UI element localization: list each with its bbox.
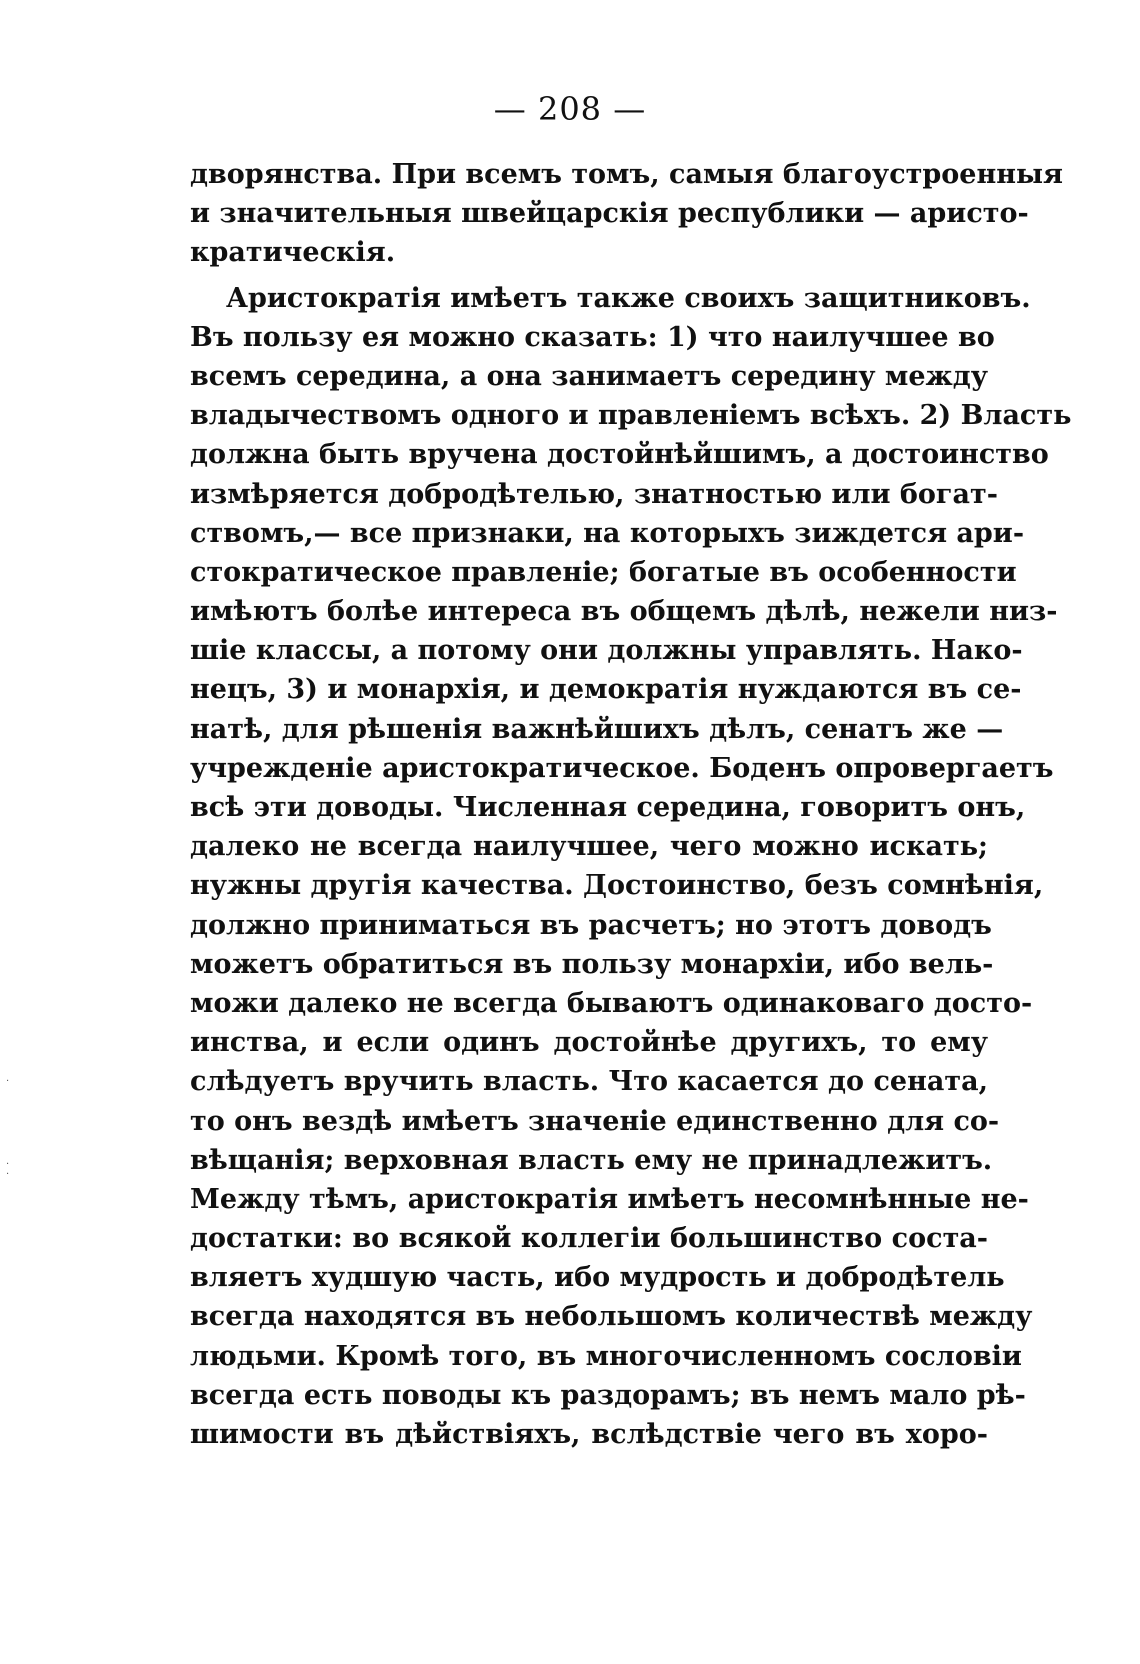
- text-line: достатки: во всякой коллегіи большинство соста-: [190, 1223, 988, 1255]
- text-line: шимости въ дѣйствіяхъ, вслѣдствіе чего въ хоро-: [190, 1419, 988, 1450]
- text-line: Между тѣмъ, аристократія имѣетъ несомнѣнные не-: [190, 1183, 1029, 1215]
- text-line: то онъ вездѣ имѣетъ значеніе единственно для со-: [190, 1105, 1000, 1137]
- text-line: всегда находятся въ небольшомъ количествѣ между: [190, 1301, 1033, 1333]
- text-line: вляетъ худшую часть, ибо мудрость и добродѣтель: [190, 1262, 1005, 1294]
- text-line: должно приниматься въ расчетъ; но этотъ доводъ: [190, 909, 992, 941]
- text-line: можи далеко не всегда бываютъ одинаковаго досто-: [190, 987, 1033, 1019]
- margin-speck: ·: [6, 1169, 10, 1180]
- body-text: [190, 155, 1072, 1454]
- text-line: далеко не всегда наилучшее, чего можно искать;: [190, 831, 988, 863]
- text-line: всемъ середина, а она занимаетъ середину между: [190, 360, 989, 392]
- text-line: Аристократія имѣетъ также своихъ защитниковъ.: [226, 282, 1031, 314]
- text-line: владычествомъ одного и правленіемъ всѣхъ. 2) Власть: [190, 400, 1072, 432]
- text-line: измѣряется добродѣтелью, знатностью или богат-: [190, 478, 998, 510]
- text-line: должна быть вручена достойнѣйшимъ, а достоинство: [190, 439, 1049, 471]
- text-line: ствомъ,— все признаки, на которыхъ зиждется ари-: [190, 517, 1025, 549]
- text-line: вѣщанія; верховная власть ему не принадлежитъ.: [190, 1144, 993, 1176]
- text-line: шіе классы, а потому они должны управлять. Нако-: [190, 635, 1023, 667]
- text-line: всегда есть поводы къ раздорамъ; въ немъ мало рѣ-: [190, 1379, 1026, 1411]
- text-line: имѣютъ болѣе интереса въ общемъ дѣлѣ, нежели низ-: [190, 596, 1058, 628]
- text-line: людьми. Кромѣ того, въ многочисленномъ сословіи: [190, 1340, 1022, 1372]
- margin-speck: ·: [6, 1159, 10, 1170]
- text-line: учрежденіе аристократическое. Боденъ опровергаетъ: [190, 752, 1054, 784]
- text-line: слѣдуетъ вручить власть. Что касается до сената,: [190, 1066, 988, 1098]
- text-line: натѣ, для рѣшенія важнѣйшихъ дѣлъ, сенатъ же —: [190, 713, 1004, 745]
- text-line: можетъ обратиться въ пользу монархіи, ибо вель-: [190, 948, 994, 980]
- text-line: всѣ эти доводы. Численная середина, говоритъ онъ,: [190, 792, 1026, 823]
- text-line: инства, и если одинъ достойнѣе другихъ, то ему: [190, 1027, 988, 1059]
- text-line: дворянства. При всемъ томъ, самыя благоустроенныя: [190, 159, 1063, 190]
- text-line: нужны другія качества. Достоинство, безъ сомнѣнія,: [190, 870, 1044, 902]
- text-line: стократическое правленіе; богатые въ особенности: [190, 556, 1017, 588]
- text-line: кратическія.: [190, 237, 396, 269]
- text-line: и значительныя швейцарскія республики — аристо-: [190, 198, 1029, 230]
- page-number: — 208 —: [493, 90, 647, 128]
- text-line: Въ пользу ея можно сказать: 1) что наилучшее во: [190, 321, 995, 353]
- text-line: нецъ, 3) и монархія, и демократія нуждаются въ се-: [190, 674, 1022, 706]
- margin-speck: ·: [6, 1076, 10, 1087]
